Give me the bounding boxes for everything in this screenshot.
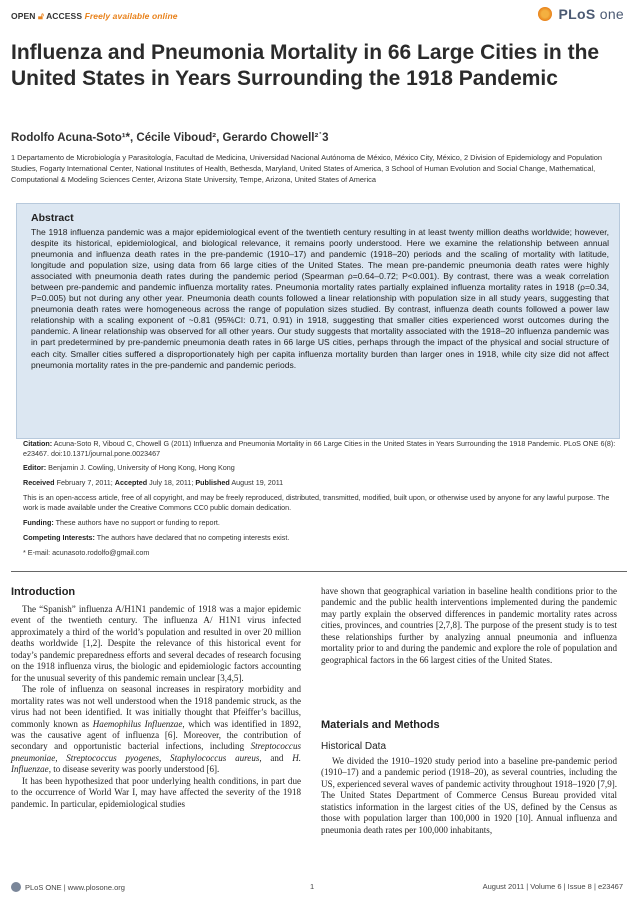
intro-p2-haemophilus: Haemophilus Influenzae [92, 718, 183, 729]
intro-p2-h-influenzae: H. Influenzae [11, 752, 301, 775]
article-title: Influenza and Pneumonia Mortality in 66 Large Cities in the United States in Years Surrounding the 1918 Pandemic [11, 41, 600, 90]
funding-label: Funding: [23, 518, 54, 527]
page-number: 1 [310, 882, 315, 891]
citation-label: Citation: [23, 439, 53, 448]
editor-text: Benjamin J. Cowling, University of Hong Kong, Hong Kong [48, 463, 235, 472]
abstract-text: The 1918 influenza pandemic was a major epidemiological event of the twentieth century resulting in at least twenty million deaths worldwide; however, despite its historical, epidemiological, and biological relevance, it remains poorly understood. Here we examine the relationship between annual pneumonia and influenza death rates in the pre-pandemic (1910–17) and pandemic (1918–20) periods and the scaling of mortality with latitude, longitude and population size, using data from 66 large cities of the United States. The mean pre-pandemic pneumonia death rates were highly associated with pneumonia death rates during the pandemic period (Spearman ρ=0.64–0.72; P<0.001). By contrast, there was a weak correlation between pre-pandemic and pandemic influenza mortality rates. Pneumonia mortality rates partially explained influenza mortality rates in 1918 (ρ=0.34, P=0.005) but not during any other year. Pneumonia death counts followed a linear relationship with population size in all study years, suggesting that pneumonia death rates were homogeneous across the range of population sizes studied. By contrast, influenza death counts followed a power law relationship with a scaling exponent of ~0.81 (95%CI: 0.71, 0.91) in 1918, suggesting that smaller cities experienced worst outcomes during the pandemic. A linear relationship was observed for all other years. Our study suggests that mortality associated with the 1918–20 influenza pandemic was in part predetermined by pre-pandemic pneumonia death rates in 66 large US cities, perhaps through the impact of the physical and social structure of each city. Smaller cities suffered a disproportionately high per capita influenza mortality burden than larger ones in 1918, while city size did not affect pneumonia mortality rates in the pre-pandemic and pandemic periods. [31, 227, 609, 370]
published-label: Published [195, 478, 230, 487]
received-date: February 7, 2011; [56, 478, 113, 487]
competing-interests-line [23, 533, 621, 543]
methods-heading: Materials and Methods [321, 719, 440, 731]
funding-line [23, 518, 621, 528]
received-label: Received [23, 478, 55, 487]
funding-text: These authors have no support or funding to report. [55, 518, 220, 527]
affiliations: 1 Departamento de Microbiología y Parasitología, Facultad de Medicina, Universidad Nacional Autónoma de México, México City, México, 2 Division of Epidemiology and Population Studies, Fogarty International Center, National Institutes of Health, Bethesda, Maryland, United States of America, 3 School of Human Evolution and Social Change, Mathematical, Computational & Modeling Sciences Center, Arizona State University, Tempe, Arizona, United States of America [11, 153, 603, 184]
intro-p2-part-c: , which was identified in 1892, was the causative agent of influenza [6]. Moreover, the contribution of secondary and opportunistic bacterial infections, including [11, 718, 302, 752]
citation-text: Acuna-Soto R, Viboud C, Chowell G (2011) Influenza and Pneumonia Mortality in 66 Large Cities in the United States in Years Surrounding the 1918 Pandemic. PLoS ONE 6(8): e23467. doi:10.1371/journal.pone.0023467 [23, 439, 616, 459]
intro-p2-and: and [261, 752, 293, 763]
published-date: August 19, 2011 [231, 478, 284, 487]
intro-p2-part-g: , to disease severity was poorly understood [6]. [48, 764, 220, 775]
freely-available-label: Freely available online [84, 11, 178, 21]
license-text: This is an open-access article, free of all copyright, and may be freely reproduced, distributed, transmitted, modified, built upon, or otherwise used by anyone for any lawful purpose. The work is made available under the Creative Commons CC0 public domain dedication. [23, 493, 610, 513]
left-column [11, 604, 301, 810]
intro-p2-part-a: The role of influenza on seasonal increases in respiratory morbidity and mortality rates was not well understood when the 1918 pandemic struck, as the virus had not been identified. It was initially thought that Pfeiffer’s bacillus, commonly known as [11, 684, 301, 729]
section-divider [11, 571, 627, 572]
plos-sun-icon [538, 7, 552, 21]
competing-label: Competing Interests: [23, 533, 95, 542]
abstract-heading: Abstract [31, 212, 74, 224]
competing-text: The authors have declared that no competing interests exist. [96, 533, 290, 542]
journal-logo[interactable] [538, 6, 624, 22]
open-label: OPEN [11, 11, 36, 21]
intro-paragraph-2 [11, 684, 301, 776]
right-column-intro-continued [321, 586, 617, 666]
access-label: ACCESS [46, 11, 83, 21]
author-list: Rodolfo Acuna-Soto¹*, Cécile Viboud², Gerardo Chowell²˙3 [11, 132, 329, 144]
intro-p2-species: Streptococcus pneumoniae, Streptococcus pyogenes, Staphylococcus aureus, [11, 741, 301, 763]
editor-label: Editor: [23, 463, 47, 472]
footer-plos-icon [11, 882, 21, 892]
methods-paragraph-1: We divided the 1910–1920 study period into a baseline pre-pandemic period (1910–17) and a pandemic period (1918–20), as several countries, including the US, experienced several waves of pandemic activity throughout 1918–1920 [7,9]. The United States Department of Commerce Census Bureau provided vital statistics information in the largest cities of the US, defined by the Census as those with population larger than 100,000 in 1920 [10]. Annual influenza and pneumonia death rates per 100,000 inhabitants, [321, 756, 617, 835]
right-column-methods [321, 756, 617, 836]
accepted-label: Accepted [114, 478, 148, 487]
journal-logo-prefix: PLoS [558, 6, 596, 22]
open-access-banner [11, 11, 178, 22]
editor-line [23, 463, 621, 473]
intro-paragraph-3-continued: have shown that geographical variation in baseline health conditions prior to the pandemic and the public health interventions implemented during the pandemic may partly explain the observed differences in pandemic mortality rates across cities, provinces, and countries [2,7,8]. The purpose of the present study is to test these relationships further by analyzing annual pneumonia and influenza mortality prior to and during the pandemic and explore the role of population and geographical factors in the 66 largest cities of the United States. [321, 586, 617, 665]
issue-info: August 2011 | Volume 6 | Issue 8 | e23467 [482, 882, 623, 891]
journal-logo-suffix: one [599, 6, 624, 22]
email-line[interactable]: * E-mail: acunasoto.rodolfo@gmail.com [23, 548, 150, 557]
citation-line [23, 439, 621, 459]
accepted-date: July 18, 2011; [149, 478, 194, 487]
dates-line [23, 478, 621, 488]
intro-paragraph-3: It has been hypothesized that poor underlying health conditions, in part due to the occurrence of World War I, may have affected the severity of the 1918 pandemic. In particular, epidemiological studies [11, 775, 301, 809]
introduction-heading: Introduction [11, 586, 76, 598]
historical-data-heading: Historical Data [321, 741, 387, 752]
intro-paragraph-1: The “Spanish” influenza A/H1N1 pandemic of 1918 was a major epidemic event of the twentieth century. The influenza A/ H1N1 virus infected approximately a third of the world’s population and resulted in over 20 million deaths worldwide [1,2]. Despite the relevance of this historical event for today’s pandemic preparedness efforts and several decades of research focusing on the 1918 influenza virus, the biologic and epidemiologic factors accounting for the unusual severity of this pandemic remain unclear [3,4,5]. [11, 604, 301, 683]
footer-url-text: PLoS ONE | www.plosone.org [25, 883, 125, 892]
open-access-lock-icon: 🔓︎ [37, 11, 44, 21]
footer-journal-url[interactable] [11, 882, 125, 892]
